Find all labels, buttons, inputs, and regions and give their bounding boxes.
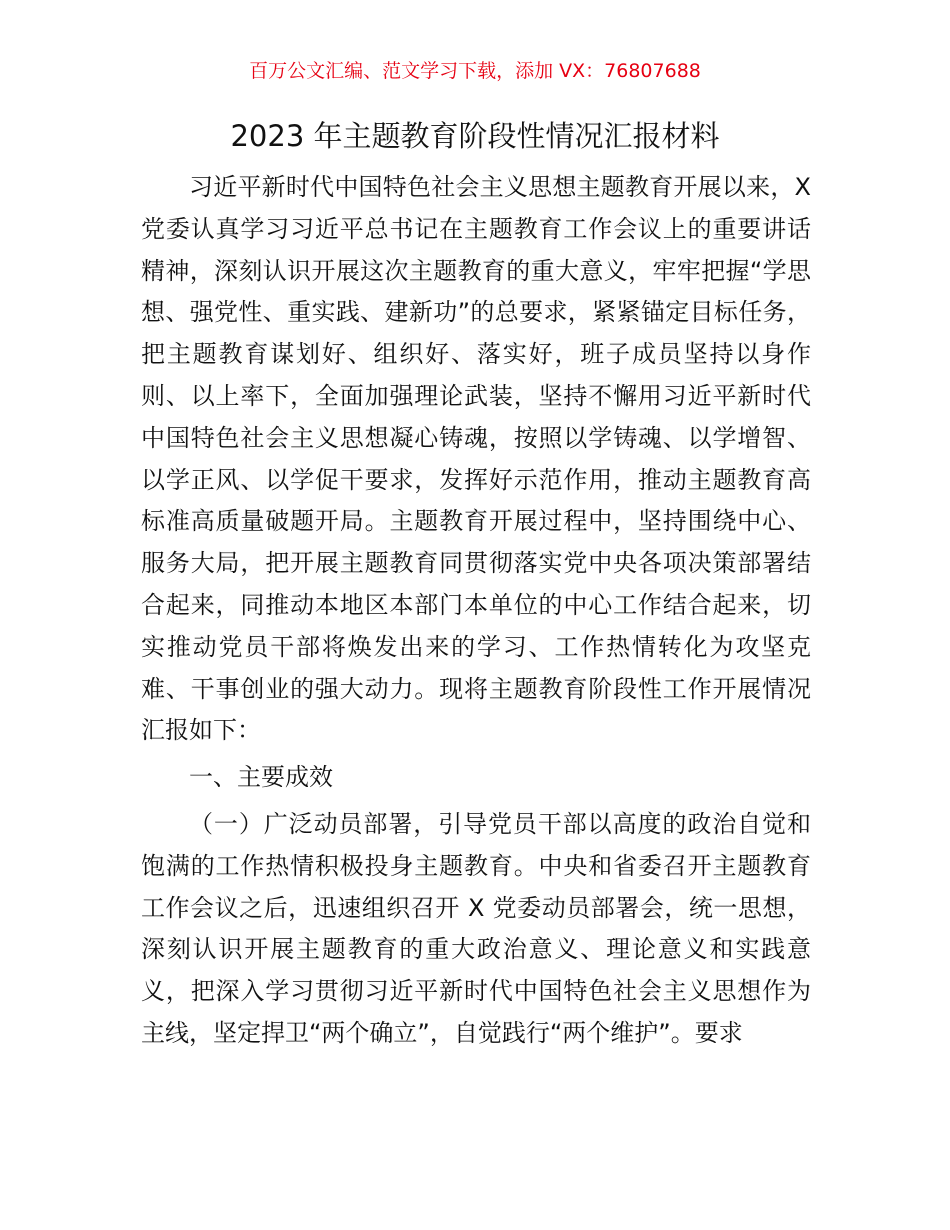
watermark-header: 百万公文汇编、范文学习下载，添加 VX：76807688 (249, 60, 701, 82)
section1-paragraph-1: （一）广泛动员部署，引导党员干部以高度的政治自觉和饱满的工作热情积极投身主题教育。中央和省委召开主题教育工作会议之后，迅速组织召开 X 党委动员部署会，统一思想，深刻认识开展主题教育的重大政治意义、理论意义和实践意义，把深入学习贯彻习近平新时代中国特色社会主义思想作为主线，坚定捍卫“两个确立”，自觉践行“两个维护”。要求 (141, 809, 811, 1047)
intro-paragraph: 习近平新时代中国特色社会主义思想主题教育开展以来，X 党委认真学习习近平总书记在主题教育工作会议上的重要讲话精神，深刻认识开展这次主题教育的重大意义，牢牢把握“学思想、强党性、重实践、建新功”的总要求，紧紧锚定目标任务，把主题教育谋划好、组织好、落实好，班子成员坚持以身作则、以上率下，全面加强理论武装，坚持不懈用习近平新时代中国特色社会主义思想凝心铸魂，按照以学铸魂、以学增智、以学正风、以学促干要求，发挥好示范作用，推动主题教育高标准高质量破题开局。主题教育开展过程中，坚持围绕中心、服务大局，把开展主题教育同贯彻落实党中央各项决策部署结合起来，同推动本地区本部门本单位的中心工作结合起来，切实推动党员干部将焕发出来的学习、工作热情转化为攻坚克难、干事创业的强大动力。现将主题教育阶段性工作开展情况汇报如下： (141, 173, 811, 745)
section-heading-main-achievements: 一、主要成效 (189, 763, 333, 792)
document-body (141, 167, 811, 1055)
document-title: 2023 年主题教育阶段性情况汇报材料 (230, 119, 720, 153)
